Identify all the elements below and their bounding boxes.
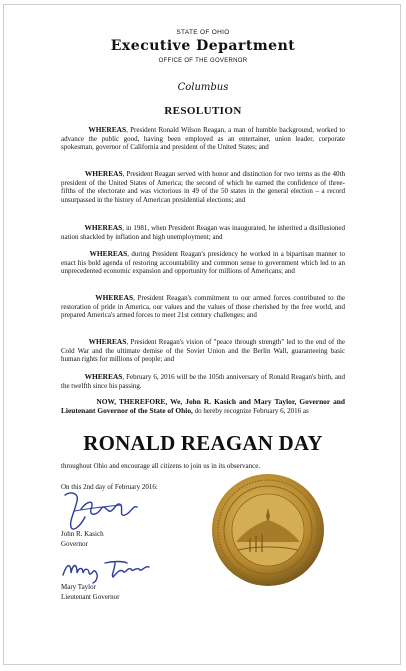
now-therefore-paragraph: NOW, THEREFORE, We, John R. Kasich and Mary Taylor, Governor and Lieutenant Governor of the State of Ohio, do hereby recognize February 6, 2016 as <box>61 397 345 415</box>
great-seal-of-ohio <box>210 472 326 588</box>
whereas-paragraph-4: WHEREAS, during President Reagan's presidency he worked in a bipartisan manner to enact his bold agenda of restoring accountability and common sense to government which led to an unprecedented economic expansion and opportunity for millions of Americans; and <box>61 249 345 276</box>
dated-line: On this 2nd day of February 2016: <box>61 483 158 491</box>
governor-title: Governor <box>61 540 88 548</box>
proclamation-title: RONALD REAGAN DAY <box>83 431 323 455</box>
governor-name: John R. Kasich <box>61 530 104 538</box>
whereas-paragraph-1: WHEREAS, President Ronald Wilson Reagan, a man of humble background, worked to advance the public good, having been employed as an entertainer, union leader, corporate spokesman, governor of California and president of the United States; and <box>61 125 346 152</box>
kasich-signature <box>61 487 139 535</box>
department-title: Executive Department <box>110 38 296 54</box>
taylor-signature <box>61 555 157 585</box>
whereas-paragraph-5: WHEREAS, President Reagan's commitment to our armed forces contributed to the restoration of pride in America, our values and the values of those cherished by the free world, and prepared America's armed forces to meet 21st century challenges; and <box>61 293 346 320</box>
resolution-heading: RESOLUTION <box>164 105 242 117</box>
whereas-paragraph-6: WHEREAS, President Reagan's vision of "peace through strength" led to the end of the Cold War and the ultimate demise of the Soviet Union and the Berlin Wall, guaranteeing basic human rights for millions of people; and <box>61 337 346 364</box>
state-label: STATE OF OHIO <box>176 29 230 36</box>
closing-line: throughout Ohio and encourage all citizens to join us in its observance. <box>61 462 261 470</box>
office-label: OFFICE OF THE GOVERNOR <box>158 58 248 64</box>
whereas-paragraph-7: WHEREAS, February 6, 2016 will be the 105th anniversary of Ronald Reagan's birth, and the twelfth since his passing. <box>61 372 345 390</box>
lieutenant-governor-name: Mary Taylor <box>61 583 96 591</box>
whereas-paragraph-3: WHEREAS, in 1981, when President Reagan was inaugurated, he inherited a disillusioned nation shackled by inflation and high unemployment; and <box>61 223 346 241</box>
whereas-paragraph-2: WHEREAS, President Reagan served with honor and distinction for two terms as the 40th president of the United States of America; the second of which he earned the confidence of three-fifths of the electorate and was victorious in 49 of the 50 states in the general election – a record unsurpassed in the history of American presidential elections; and <box>61 169 346 204</box>
city-label: Columbus <box>177 82 229 93</box>
lieutenant-governor-title: Lieutenant Governor <box>61 593 120 601</box>
